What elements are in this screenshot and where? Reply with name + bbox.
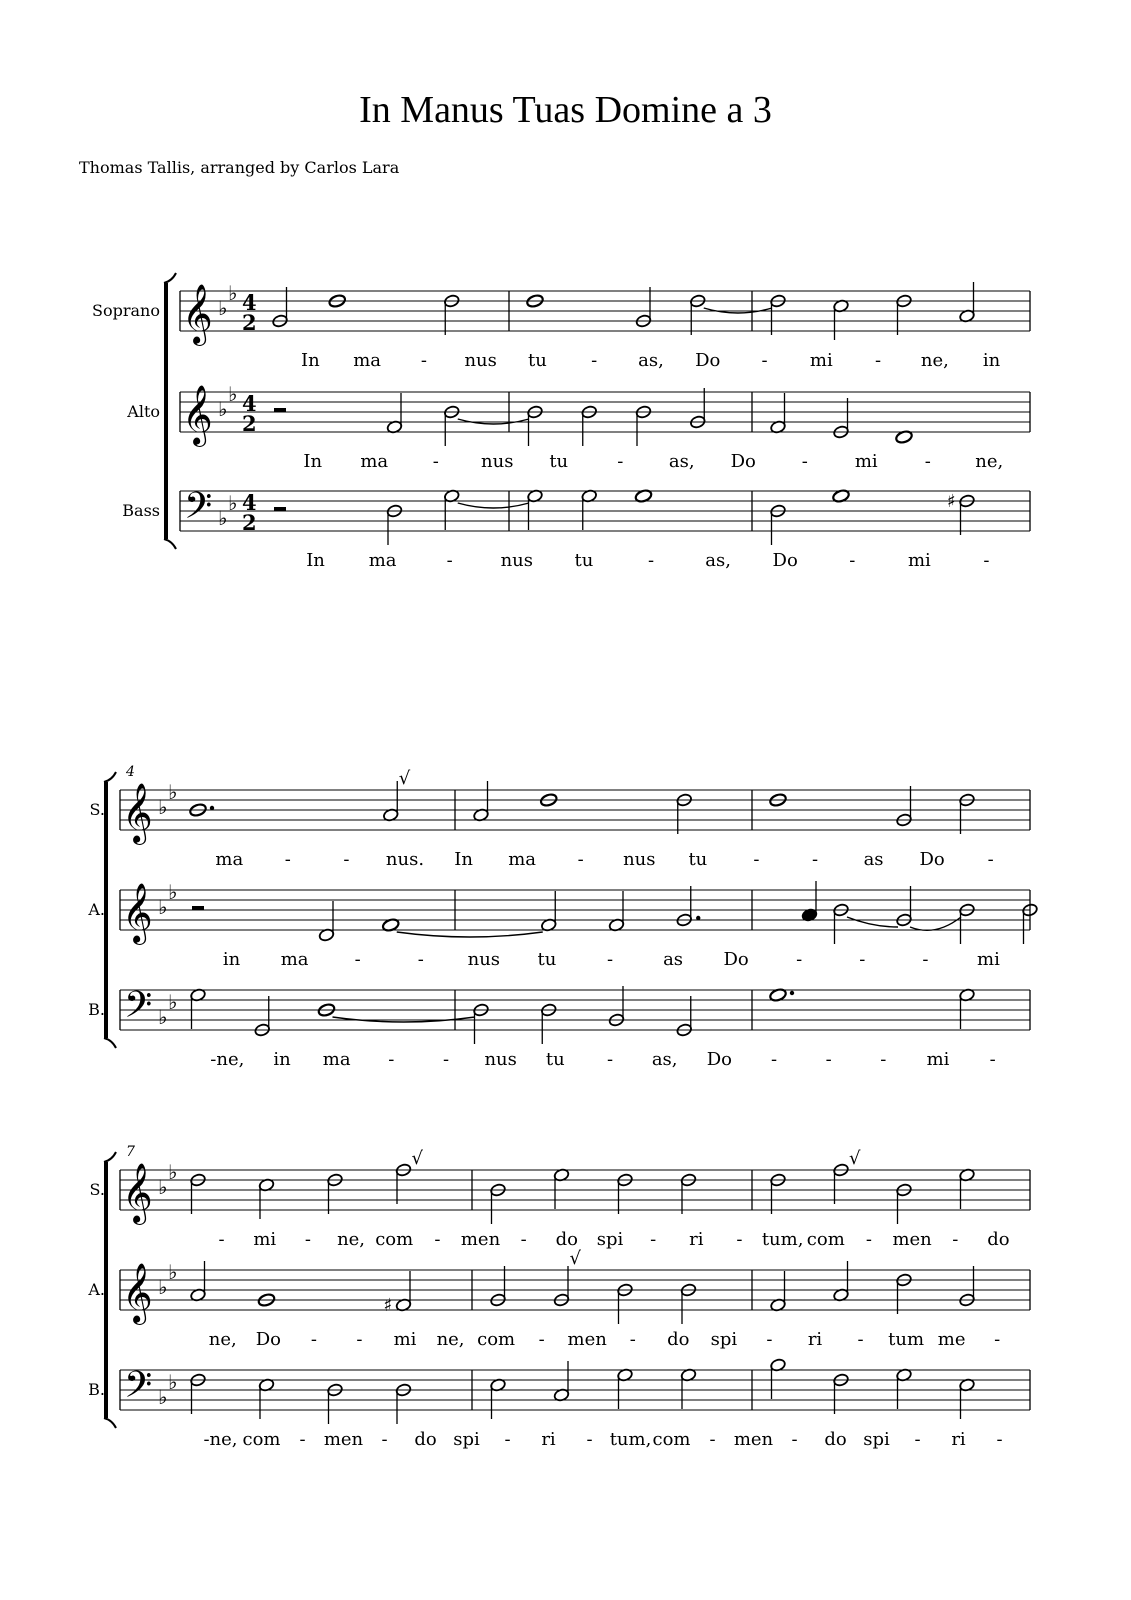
tie (847, 917, 898, 927)
lyric-syllable: Do (772, 550, 798, 571)
lyric-syllable: me (937, 1329, 966, 1350)
lyric-syllable: - (606, 949, 614, 970)
note (770, 504, 787, 545)
note (327, 1383, 344, 1424)
lyric-syllable: - (417, 949, 424, 970)
lyric-syllable: in (222, 949, 241, 970)
lyric-syllable: com (477, 1329, 516, 1350)
lyric-syllable: In (454, 849, 473, 870)
lyric-syllable: Do (255, 1329, 281, 1350)
lyric-syllable: nus (481, 451, 514, 472)
note (490, 1378, 507, 1419)
staff-label: S. (89, 800, 105, 819)
lyric-syllable: do (667, 1329, 690, 1350)
note (258, 1378, 275, 1419)
lyric-syllable: men (323, 1429, 364, 1450)
note (190, 1373, 207, 1414)
treble-clef: 𝄞 (122, 1163, 153, 1223)
breath-mark-icon: √ (849, 1148, 861, 1169)
measure-number: 4 (126, 764, 135, 780)
lyric-syllable: - (825, 1049, 832, 1070)
key-flat: ♭ (158, 795, 168, 819)
lyric-syllable: - (987, 849, 994, 870)
key-flat: ♭ (158, 1275, 168, 1299)
note (680, 1368, 697, 1409)
note (608, 986, 625, 1027)
key-flat: ♭ (228, 382, 238, 406)
treble-clef: 𝄞 (182, 284, 213, 344)
lyric-syllable: spi (596, 1229, 624, 1250)
lyric-syllable: nus (467, 949, 501, 970)
lyric-syllable: nus (500, 550, 534, 571)
treble-clef: 𝄞 (182, 385, 213, 445)
composer-credit: Thomas Tallis, arranged by Carlos Lara (79, 158, 400, 177)
note (959, 1168, 976, 1209)
lyric-syllable: - (736, 1229, 743, 1250)
note (443, 489, 460, 530)
lyric-syllable: nus (484, 1049, 517, 1070)
note (190, 988, 207, 1029)
note (443, 294, 460, 335)
time-sig-denominator: 2 (242, 510, 257, 535)
lyric-syllable: as (863, 849, 884, 870)
lyric-syllable: ne, (208, 1329, 237, 1350)
lyric-syllable: - (791, 1429, 798, 1450)
note (617, 1368, 634, 1409)
bass-clef: 𝄢 (184, 485, 213, 536)
key-flat: ♭ (168, 1260, 178, 1284)
lyric-syllable: - (924, 451, 931, 472)
lyric-syllable: men (460, 1229, 501, 1250)
lyric-syllable: In (306, 550, 325, 571)
key-flat: ♭ (158, 895, 168, 919)
lyric-syllable: - (356, 1329, 363, 1350)
lyric-syllable: - (865, 1229, 872, 1250)
lyric-syllable: In (301, 350, 320, 371)
note (676, 793, 693, 834)
lyric-syllable: - (442, 1049, 450, 1070)
tie (397, 932, 543, 937)
lyric-syllable: tum (888, 1329, 925, 1350)
time-sig-denominator: 2 (242, 411, 257, 436)
lyric-syllable: - (591, 350, 598, 371)
key-flat: ♭ (218, 296, 228, 320)
staff-label: Alto (127, 402, 160, 421)
key-flat: ♭ (168, 880, 178, 904)
breath-mark-icon: √ (398, 768, 411, 789)
lyric-syllable: - (606, 1049, 614, 1070)
key-flat: ♭ (228, 491, 238, 515)
key-flat: ♭ (168, 1160, 178, 1184)
note (896, 1183, 913, 1224)
note (676, 996, 693, 1037)
treble-clef: 𝄞 (122, 883, 153, 943)
lyric-syllable: -ne, (210, 1049, 245, 1070)
lyric-syllable: - (989, 1049, 996, 1070)
breath-mark-icon: √ (569, 1248, 581, 1269)
lyric-syllable: - (304, 1229, 311, 1250)
key-flat: ♭ (218, 397, 228, 421)
staff-a (87, 1248, 1030, 1350)
time-sig-numerator: 4 (242, 490, 257, 515)
lyric-syllable: - (766, 1329, 773, 1350)
lyric-syllable: - (446, 550, 453, 571)
lyric-syllable: ne, (337, 1229, 366, 1250)
note (689, 388, 706, 429)
note (833, 1261, 850, 1302)
note (770, 393, 787, 434)
note (833, 299, 850, 340)
lyric-syllable: as, (651, 1049, 678, 1070)
lyric-syllable: - (801, 451, 808, 472)
lyric-syllable: nus. (385, 849, 425, 870)
system-1 (92, 273, 1030, 571)
lyric-syllable: - (994, 1329, 1001, 1350)
key-flat: ♭ (218, 506, 228, 530)
staff-bass (122, 485, 1030, 571)
rest (274, 507, 286, 511)
key-flat: ♭ (158, 1005, 168, 1029)
lyric-syllable: ma (280, 949, 309, 970)
lyric-syllable: ne, (920, 350, 949, 371)
note (382, 768, 410, 822)
lyric-syllable: - (796, 949, 803, 970)
key-flat: ♭ (158, 1385, 168, 1409)
lyric-syllable: In (303, 451, 323, 472)
measure-number: 7 (126, 1144, 135, 1160)
note (947, 491, 975, 535)
lyric-syllable: as, (668, 451, 695, 472)
lyric-syllable: - (629, 1329, 636, 1350)
note (581, 489, 598, 530)
lyric-syllable: mi (907, 550, 931, 571)
note (318, 901, 335, 942)
lyric-syllable: - (299, 1429, 306, 1450)
rest (274, 408, 286, 412)
note (896, 1368, 913, 1409)
lyric-syllable: -ne, (203, 1429, 238, 1450)
lyric-syllable: - (650, 1229, 657, 1250)
lyric-syllable: ne, (436, 1329, 465, 1350)
bass-clef: 𝄢 (124, 984, 153, 1035)
note (190, 1173, 207, 1214)
lyric-syllable: tu (528, 350, 547, 371)
note (395, 1148, 423, 1204)
lyric-syllable: ma (368, 550, 397, 571)
rest (192, 906, 204, 910)
lyric-syllable: as, (638, 350, 664, 371)
note (272, 287, 289, 328)
lyric-syllable: - (770, 1049, 778, 1070)
note (617, 1173, 634, 1214)
note (770, 1173, 787, 1214)
lyric-syllable: - (381, 1429, 388, 1450)
staff-alto (126, 382, 1030, 472)
lyric-syllable: - (647, 550, 655, 571)
note (190, 1261, 207, 1302)
staff-label: B. (88, 1000, 105, 1019)
note (254, 996, 271, 1037)
key-flat: ♭ (168, 990, 178, 1014)
lyric-syllable: Do (919, 849, 945, 870)
lyric-syllable: Do (695, 350, 721, 371)
lyric-syllable: - (577, 849, 584, 870)
note (553, 1168, 570, 1209)
tie (458, 503, 529, 508)
lyric-syllable: - (709, 1429, 716, 1450)
note (333, 1003, 490, 1044)
note (676, 886, 700, 927)
lyric-syllable: as (663, 949, 684, 970)
lyric-syllable: tum, (761, 1229, 804, 1250)
system-3 (87, 1144, 1030, 1450)
system-bracket (164, 283, 168, 539)
lyric-syllable: - (753, 849, 760, 870)
note (395, 1383, 412, 1424)
note (617, 1283, 634, 1324)
lyric-syllable: mi (854, 451, 878, 472)
note (490, 1266, 507, 1307)
lyric-syllable: ri (807, 1329, 823, 1350)
lyric-syllable: nus (623, 849, 656, 870)
lyric-syllable: men (567, 1329, 607, 1350)
note (959, 988, 976, 1029)
note (896, 1273, 913, 1314)
lyric-syllable: com (806, 1229, 845, 1250)
lyric-syllable: - (284, 849, 291, 870)
lyric-syllable: com (242, 1429, 281, 1450)
lyric-syllable: as, (705, 550, 731, 571)
key-flat: ♭ (168, 780, 178, 804)
lyric-syllable: ri (951, 1429, 966, 1450)
system-2 (87, 764, 1038, 1070)
lyric-syllable: com (375, 1229, 414, 1250)
lyric-syllable: - (880, 1049, 887, 1070)
treble-clef: 𝄞 (122, 1263, 153, 1323)
lyric-syllable: Do (723, 949, 749, 970)
staff-label: Bass (122, 501, 160, 520)
lyric-syllable: do (824, 1429, 847, 1450)
lyric-syllable: men (892, 1229, 932, 1250)
lyric-syllable: ri (541, 1429, 556, 1450)
treble-clef: 𝄞 (122, 783, 153, 843)
bass-clef: 𝄢 (124, 1364, 153, 1415)
note (896, 786, 913, 827)
note (896, 294, 913, 335)
lyric-syllable: ri (689, 1229, 704, 1250)
staff-a (87, 880, 1038, 970)
sharp-accidental: ♯ (383, 1295, 393, 1316)
lyric-syllable: spi (453, 1429, 480, 1450)
note (680, 1173, 697, 1214)
lyric-syllable: - (922, 949, 929, 970)
lyric-syllable: mi (977, 949, 1000, 970)
note (384, 1271, 412, 1316)
lyric-syllable: - (434, 1229, 441, 1250)
lyric-syllable: Do (706, 1049, 732, 1070)
lyric-syllable: tu (537, 949, 557, 970)
lyric-syllable: ma (322, 1049, 351, 1070)
lyric-syllable: tu (574, 550, 594, 571)
lyric-syllable: - (586, 1429, 593, 1450)
note (833, 398, 850, 439)
note (680, 1283, 697, 1324)
lyric-syllable: tu (688, 849, 708, 870)
note (635, 405, 652, 446)
score-title: In Manus Tuas Domine a 3 (359, 89, 772, 131)
note (473, 781, 490, 822)
staff-label: Soprano (92, 301, 160, 320)
note (910, 903, 975, 944)
lyric-syllable: - (761, 350, 768, 371)
note (959, 1378, 976, 1419)
lyric-syllable: - (310, 1329, 317, 1350)
lyric-syllable: spi (710, 1329, 738, 1350)
time-sig-numerator: 4 (242, 290, 257, 315)
note (833, 1373, 850, 1414)
lyric-syllable: com (652, 1429, 691, 1450)
key-flat: ♭ (158, 1175, 168, 1199)
lyric-syllable: nus (464, 350, 497, 371)
tie (910, 917, 961, 930)
staff-label: A. (88, 900, 105, 919)
note (458, 489, 544, 530)
lyric-syllable: - (849, 550, 856, 571)
note (490, 1183, 507, 1224)
lyric-syllable: do (414, 1429, 437, 1450)
note (553, 1248, 581, 1307)
note (770, 1271, 787, 1312)
lyric-syllable: ma (353, 350, 382, 371)
lyric-syllable: - (504, 1429, 511, 1450)
lyric-syllable: - (875, 350, 882, 371)
sharp-accidental: ♯ (947, 491, 956, 512)
lyric-syllable: tu (545, 1049, 565, 1070)
lyric-syllable: - (354, 949, 361, 970)
time-sig-denominator: 2 (242, 310, 257, 335)
note (704, 294, 787, 335)
note (801, 881, 818, 922)
lyric-syllable: - (343, 849, 350, 870)
note (959, 282, 976, 323)
lyric-syllable: - (432, 451, 439, 472)
note (689, 294, 706, 335)
note (608, 891, 625, 932)
time-sig-numerator: 4 (242, 391, 257, 416)
lyric-syllable: - (538, 1329, 545, 1350)
note (553, 1361, 570, 1402)
note (458, 405, 544, 446)
note (635, 287, 652, 328)
lyric-syllable: - (952, 1229, 959, 1250)
note (833, 903, 850, 944)
note (833, 1148, 861, 1204)
lyric-syllable: - (388, 1049, 395, 1070)
lyric-syllable: - (617, 451, 624, 472)
note (258, 1178, 275, 1219)
lyric-syllable: mi (253, 1229, 277, 1250)
staff-b (88, 984, 1030, 1070)
key-flat: ♭ (168, 1370, 178, 1394)
note (386, 393, 403, 434)
staff-label: B. (88, 1380, 105, 1399)
lyric-syllable: tu (549, 451, 569, 472)
lyric-syllable: - (914, 1429, 921, 1450)
note (386, 504, 403, 545)
lyric-syllable: - (983, 550, 990, 571)
lyric-syllable: - (996, 1429, 1003, 1450)
lyric-syllable: Do (730, 451, 756, 472)
staff-soprano (92, 281, 1030, 371)
lyric-syllable: do (987, 1229, 1010, 1250)
breath-mark-icon: √ (411, 1148, 423, 1169)
note (959, 793, 976, 834)
staff-label: A. (88, 1280, 105, 1299)
note (581, 405, 598, 446)
lyric-syllable: in (273, 1049, 291, 1070)
note (847, 886, 912, 927)
note (540, 1003, 557, 1044)
lyric-syllable: mi (393, 1329, 417, 1350)
key-flat: ♭ (228, 281, 238, 305)
lyric-syllable: - (859, 949, 866, 970)
lyric-syllable: ma (360, 451, 389, 472)
lyric-syllable: mi (926, 1049, 950, 1070)
staff-s (90, 768, 1030, 870)
note (959, 1266, 976, 1307)
note (327, 1173, 344, 1214)
staff-b (88, 1358, 1030, 1450)
lyric-syllable: - (218, 1229, 225, 1250)
lyric-syllable: ne, (975, 451, 1004, 472)
lyric-syllable: mi (809, 350, 833, 371)
note (443, 405, 460, 446)
staff-label: S. (89, 1180, 105, 1199)
lyric-syllable: - (520, 1229, 527, 1250)
note (770, 1358, 787, 1399)
lyric-syllable: do (555, 1229, 579, 1250)
lyric-syllable: - (811, 849, 819, 870)
lyric-syllable: tum, (609, 1429, 652, 1450)
lyric-syllable: - (420, 350, 427, 371)
lyric-syllable: ma (215, 849, 244, 870)
lyric-syllable: men (733, 1429, 774, 1450)
lyric-syllable: - (857, 1329, 864, 1350)
staff-s (90, 1148, 1030, 1250)
lyric-syllable: spi (863, 1429, 890, 1450)
lyric-syllable: in (982, 350, 1001, 371)
lyric-syllable: ma (508, 849, 537, 870)
